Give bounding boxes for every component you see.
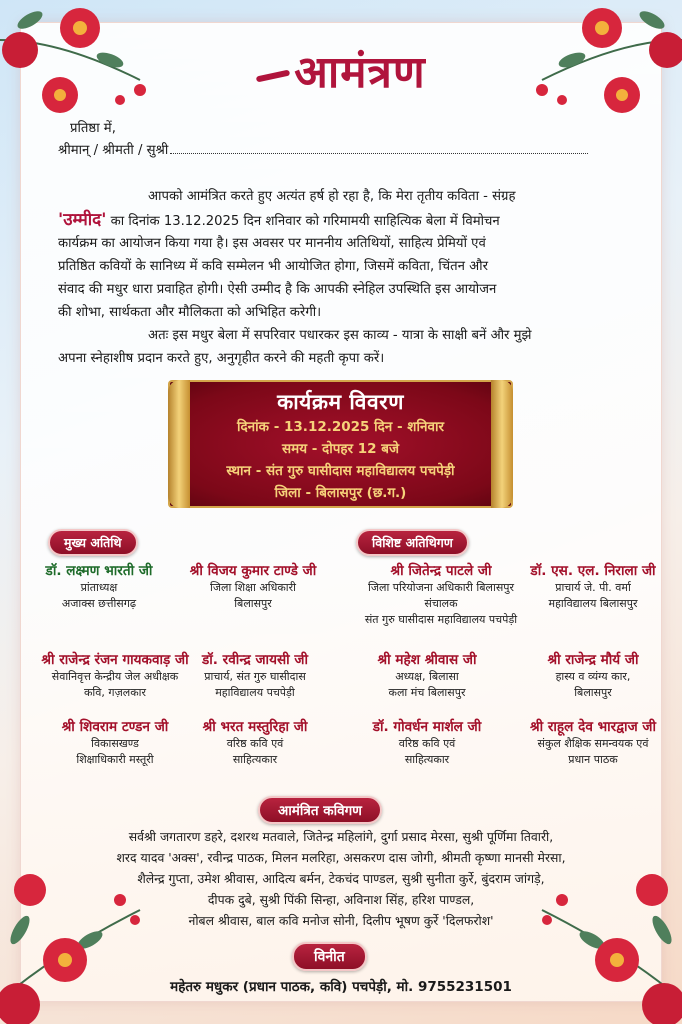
body-line-5: संवाद की मधुर धारा प्रवाहित होगी। ऐसी उम्मीद है कि आपकी स्नेहिल उपस्थिति इस आयोजन bbox=[58, 282, 497, 297]
programme-banner bbox=[168, 380, 513, 508]
guest-block bbox=[168, 562, 338, 612]
guest-designation: प्रांताध्यक्ष bbox=[80, 581, 118, 594]
banner-scroll-left bbox=[168, 380, 190, 508]
guest-name: डॉ. लक्ष्मण भारती जी bbox=[45, 563, 153, 579]
guest-name: श्री जितेन्द्र पाटले जी bbox=[390, 563, 492, 579]
poets-line: सर्वश्री जगतारण डहरे, दशरथ मतवाले, जितेन्द्र महिलांगे, दुर्गा प्रसाद मेरसा, सुश्री पूर्णिमा तिवारी, bbox=[128, 829, 554, 844]
guest-designation: सेवानिवृत्त केन्द्रीय जेल अधीक्षक bbox=[51, 670, 179, 683]
poets-line: नोबल श्रीवास, बाल कवि मनोज सोनी, दिलीप भूषण कुर्रे 'दिलफरोश' bbox=[188, 913, 494, 928]
poets-list bbox=[20, 826, 662, 931]
chief-guest-label: मुख्य अतिथि bbox=[48, 529, 138, 556]
poets-line: दीपक दुबे, सुश्री पिंकी सिन्हा, अविनाश सिंह, हरिश पाण्डल, bbox=[207, 892, 475, 907]
guest-designation: बिलासपुर bbox=[234, 597, 272, 610]
guest-designation: बिलासपुर bbox=[574, 686, 612, 699]
guest-block bbox=[14, 562, 184, 612]
guest-designation: अजाक्स छत्तीसगढ़ bbox=[61, 597, 137, 610]
guest-designation: जिला शिक्षा अधिकारी bbox=[209, 581, 297, 594]
guest-designation: संकुल शैक्षिक समन्वयक एवं bbox=[537, 737, 649, 750]
guest-name: श्री राहूल देव भारद्वाज जी bbox=[529, 719, 657, 735]
programme-district: जिला - बिलासपुर (छ.ग.) bbox=[274, 485, 407, 501]
programme-date: दिनांक - 13.12.2025 दिन - शनिवार bbox=[237, 419, 444, 435]
salutation-line2 bbox=[58, 140, 618, 162]
guest-name: श्री शिवराम टण्डन जी bbox=[61, 719, 169, 735]
guest-name: श्री राजेन्द्र रंजन गायकवाड़ जी bbox=[41, 652, 189, 668]
guest-designation: प्राचार्य जे. पी. वर्मा bbox=[555, 581, 631, 594]
title-swoosh bbox=[256, 69, 291, 82]
guest-designation: महाविद्यालय पचपेड़ी bbox=[215, 686, 295, 699]
guest-block bbox=[508, 651, 678, 701]
guest-designation: कला मंच बिलासपुर bbox=[388, 686, 466, 699]
programme-heading: कार्यक्रम विवरण bbox=[277, 390, 404, 414]
body-line-3: कार्यक्रम का आयोजन किया गया है। इस अवसर पर माननीय अतिथियों, साहित्य प्रेमियों एवं bbox=[58, 236, 486, 251]
guest-designation: अध्यक्ष, बिलासा bbox=[395, 670, 459, 683]
poets-label: आमंत्रित कविगण bbox=[258, 796, 382, 824]
guest-designation: कवि, गज़लकार bbox=[83, 686, 146, 699]
guest-block bbox=[342, 651, 512, 701]
guest-name: श्री भरत मस्तुरिहा जी bbox=[202, 719, 308, 735]
salutation-dots bbox=[170, 140, 588, 154]
body-line-4: प्रतिष्ठित कवियों के सानिध्य में कवि सम्मेलन भी आयोजित होगा, जिसमें कविता, चिंतन और bbox=[58, 259, 489, 274]
guest-designation: संत गुरु घासीदास महाविद्यालय पचपेड़ी bbox=[364, 613, 518, 626]
guest-block bbox=[170, 651, 340, 701]
body-line-2-text: का दिनांक 13.12.2025 दिन शनिवार को गरिमामयी साहित्यिक बेला में विमोचन bbox=[110, 214, 500, 229]
salutation-titles: श्रीमान् / श्रीमती / सुश्री bbox=[58, 143, 169, 158]
guest-name: श्री विजय कुमार टाण्डे जी bbox=[189, 563, 317, 579]
guest-designation: हास्य व व्यंग्य कार, bbox=[555, 670, 631, 683]
guest-designation: जिला परियोजना अधिकारी बिलासपुर bbox=[367, 581, 515, 594]
guest-block bbox=[170, 718, 340, 768]
guest-designation: प्राचार्य, संत गुरु घासीदास bbox=[204, 670, 306, 683]
guest-block bbox=[508, 562, 678, 612]
guest-designation: शिक्षाधिकारी मस्तूरी bbox=[76, 753, 154, 766]
title-text: आमंत्रण bbox=[294, 47, 426, 98]
guest-designation: साहित्यकार bbox=[404, 753, 450, 766]
page-title bbox=[0, 40, 682, 100]
guest-designation: प्रधान पाठक bbox=[568, 753, 618, 766]
guest-designation: वरिष्ठ कवि एवं bbox=[398, 737, 456, 750]
body-line-1: आपको आमंत्रित करते हुए अत्यंत हर्ष हो रहा है, कि मेरा तृतीय कविता - संग्रह bbox=[148, 189, 516, 204]
poets-line: शरद यादव 'अक्स', रवीन्द्र पाठक, मिलन मलरिहा, असकरण दास जोगी, श्रीमती कृष्णा मानसी मेरसा, bbox=[116, 850, 566, 865]
poets-line: शैलेन्द्र गुप्ता, उमेश श्रीवास, आदित्य बर्मन, टेकचंद पाण्डल, सुश्री सुनीता कुर्रे, बुंदराम जांगड़े, bbox=[137, 871, 545, 886]
guest-designation: वरिष्ठ कवि एवं bbox=[226, 737, 284, 750]
salutation-line1: प्रतिष्ठा में, bbox=[70, 121, 116, 136]
guest-designation: संचालक bbox=[424, 597, 458, 610]
book-title: 'उम्मीद' bbox=[58, 210, 107, 230]
guest-block bbox=[342, 718, 512, 768]
guest-name: डॉ. गोवर्धन मार्शल जी bbox=[372, 719, 482, 735]
guest-name: डॉ. रवीन्द्र जायसी जी bbox=[201, 652, 309, 668]
guest-block bbox=[508, 718, 678, 768]
guest-designation: महाविद्यालय बिलासपुर bbox=[548, 597, 638, 610]
footer-signature: महेतरु मधुकर (प्रधान पाठक, कवि) पचपेड़ी, मो. 9755231501 bbox=[170, 979, 512, 995]
guest-designation: साहित्यकार bbox=[232, 753, 278, 766]
body-line-2 bbox=[58, 209, 500, 233]
guest-name: श्री राजेन्द्र मौर्य जी bbox=[547, 652, 639, 668]
special-guests-label: विशिष्ट अतिथिगण bbox=[356, 529, 469, 556]
body-line-6: की शोभा, सार्थकता और मौलिकता को अभिहित करेगी। bbox=[58, 305, 322, 320]
guest-name: डॉ. एस. एल. निराला जी bbox=[530, 563, 656, 579]
body-line-8: अपना स्नेहाशीष प्रदान करते हुए, अनुगृहीत करने की महती कृपा करें। bbox=[58, 351, 385, 366]
programme-time: समय - दोपहर 12 बजे bbox=[282, 441, 399, 457]
programme-venue: स्थान - संत गुरु घासीदास महाविद्यालय पचपेड़ी bbox=[226, 463, 455, 479]
guest-name: श्री महेश श्रीवास जी bbox=[377, 652, 477, 668]
body-line-7: अतः इस मधुर बेला में सपरिवार पधारकर इस काव्य - यात्रा के साक्षी बनें और मुझे bbox=[148, 328, 532, 343]
guest-designation: विकासखण्ड bbox=[91, 737, 139, 750]
vinit-label: विनीत bbox=[292, 942, 367, 971]
banner-scroll-right bbox=[491, 380, 513, 508]
